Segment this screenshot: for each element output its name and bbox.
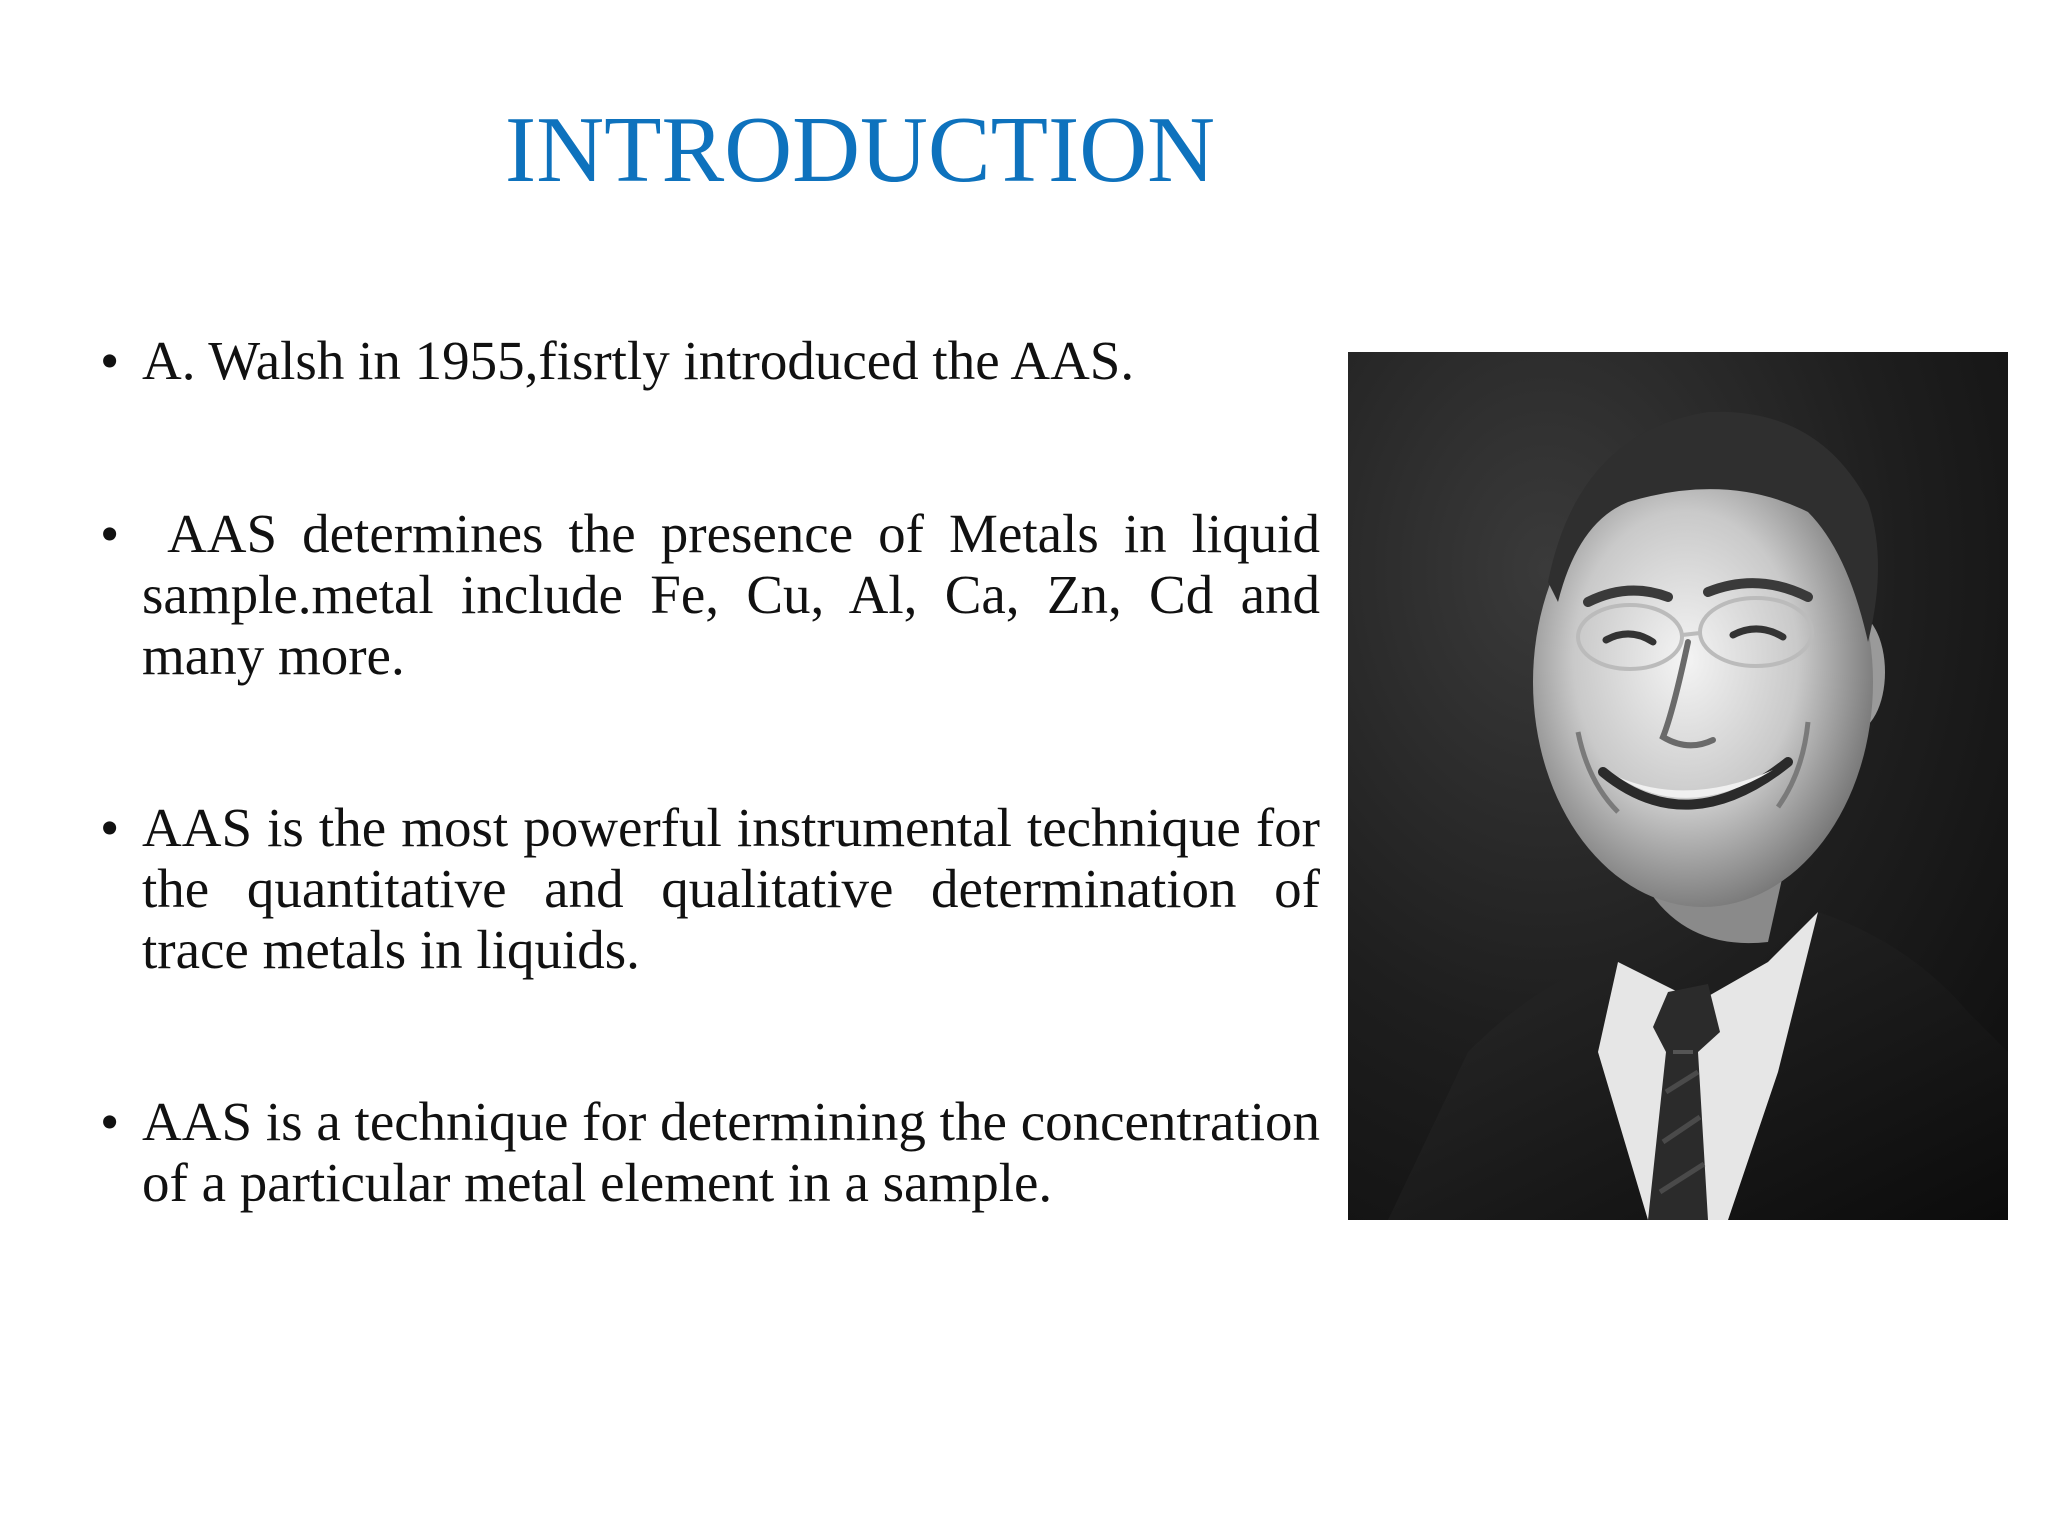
- bullet-item: [100, 330, 1320, 391]
- bullet-item: [100, 503, 1334, 686]
- bullet-list: [100, 330, 1334, 1213]
- portrait-photo: [1348, 352, 2008, 1220]
- bullet-item: [100, 1091, 1320, 1213]
- bullet-dot-icon: •: [100, 330, 120, 391]
- bullet-text: A. Walsh in 1955,fisrtly introduced the AAS.: [142, 330, 1135, 391]
- bullet-text: AAS is the most powerful instrumental technique for the quantitative and qualitative determination of trace metals in liquids.: [142, 797, 1320, 980]
- bullet-dot-icon: •: [100, 1091, 120, 1152]
- bullet-text: AAS determines the presence of Metals in liquid sample.metal include Fe, Cu, Al, Ca, Zn, Cd and many more.: [142, 503, 1334, 686]
- bullet-item: [100, 797, 1320, 980]
- bullet-dot-icon: •: [100, 503, 120, 564]
- portrait-illustration: [1348, 352, 2008, 1220]
- slide-title: INTRODUCTION: [504, 98, 1216, 202]
- bullet-text: AAS is a technique for determining the concentration of a particular metal element in a sample.: [142, 1091, 1320, 1213]
- bullet-dot-icon: •: [100, 797, 120, 858]
